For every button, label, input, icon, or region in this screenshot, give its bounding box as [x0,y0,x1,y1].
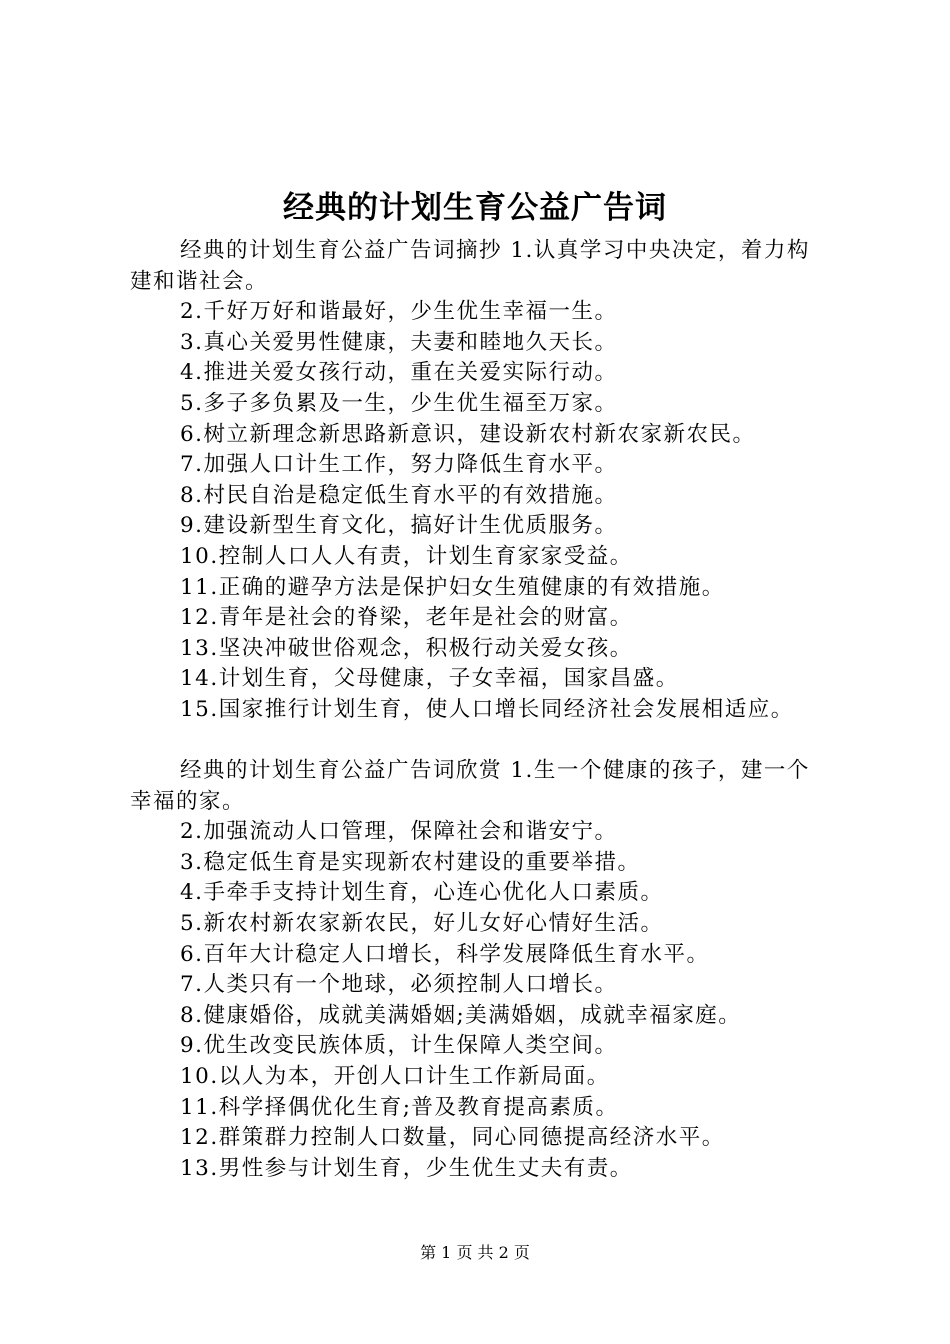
list-item: 4.手牵手支持计划生育，心连心优化人口素质。 [180,880,664,906]
section2-list [130,817,830,1184]
list-item: 2.加强流动人口管理，保障社会和谐安宁。 [180,819,618,845]
section1-lead: 经典的计划生育公益广告词摘抄 1.认真学习中央决定，着力构建和谐社会。 [130,238,810,294]
list-item: 6.树立新理念新思路新意识，建设新农村新农家新农民。 [180,421,756,447]
section1-list [130,297,830,725]
list-item: 5.多子多负累及一生，少生优生福至万家。 [180,390,618,416]
document-title: 经典的计划生育公益广告词 [283,190,667,226]
list-item: 3.稳定低生育是实现新农村建设的重要举措。 [180,849,641,875]
list-item: 8.健康婚俗，成就美满婚姻;美满婚姻，成就幸福家庭。 [180,1002,742,1028]
paragraph-gap [130,726,830,757]
list-item: 12.青年是社会的脊梁，老年是社会的财富。 [180,605,633,631]
list-item: 11.正确的避孕方法是保护妇女生殖健康的有效措施。 [180,574,725,600]
list-item: 3.真心关爱男性健康，夫妻和睦地久天长。 [180,329,618,355]
list-item: 7.加强人口计生工作，努力降低生育水平。 [180,452,618,478]
document-body [130,236,830,1184]
list-item: 6.百年大计稳定人口增长，科学发展降低生育水平。 [180,941,710,967]
list-item: 12.群策群力控制人口数量，同心同德提高经济水平。 [180,1125,725,1151]
list-item: 8.村民自治是稳定低生育水平的有效措施。 [180,482,618,508]
list-item: 10.以人为本，开创人口计生工作新局面。 [180,1064,610,1090]
list-item: 9.建设新型生育文化，搞好计生优质服务。 [180,513,618,539]
section2-lead: 经典的计划生育公益广告词欣赏 1.生一个健康的孩子，建一个幸福的家。 [130,758,810,814]
list-item: 9.优生改变民族体质，计生保障人类空间。 [180,1033,618,1059]
page-footer: 第 1 页 共 2 页 [420,1243,530,1262]
list-item: 15.国家推行计划生育，使人口增长同经济社会发展相适应。 [180,696,794,722]
list-item: 7.人类只有一个地球，必须控制人口增长。 [180,972,618,998]
list-item: 13.男性参与计划生育，少生优生丈夫有责。 [180,1155,633,1181]
list-item: 14.计划生育，父母健康，子女幸福，国家昌盛。 [180,666,679,692]
list-item: 4.推进关爱女孩行动，重在关爱实际行动。 [180,360,618,386]
list-item: 10.控制人口人人有责，计划生育家家受益。 [180,543,633,569]
list-item: 11.科学择偶优化生育;普及教育提高素质。 [180,1094,619,1120]
list-item: 13.坚决冲破世俗观念，积极行动关爱女孩。 [180,635,633,661]
list-item: 5.新农村新农家新农民，好儿女好心情好生活。 [180,911,664,937]
list-item: 2.千好万好和谐最好，少生优生幸福一生。 [180,299,618,325]
